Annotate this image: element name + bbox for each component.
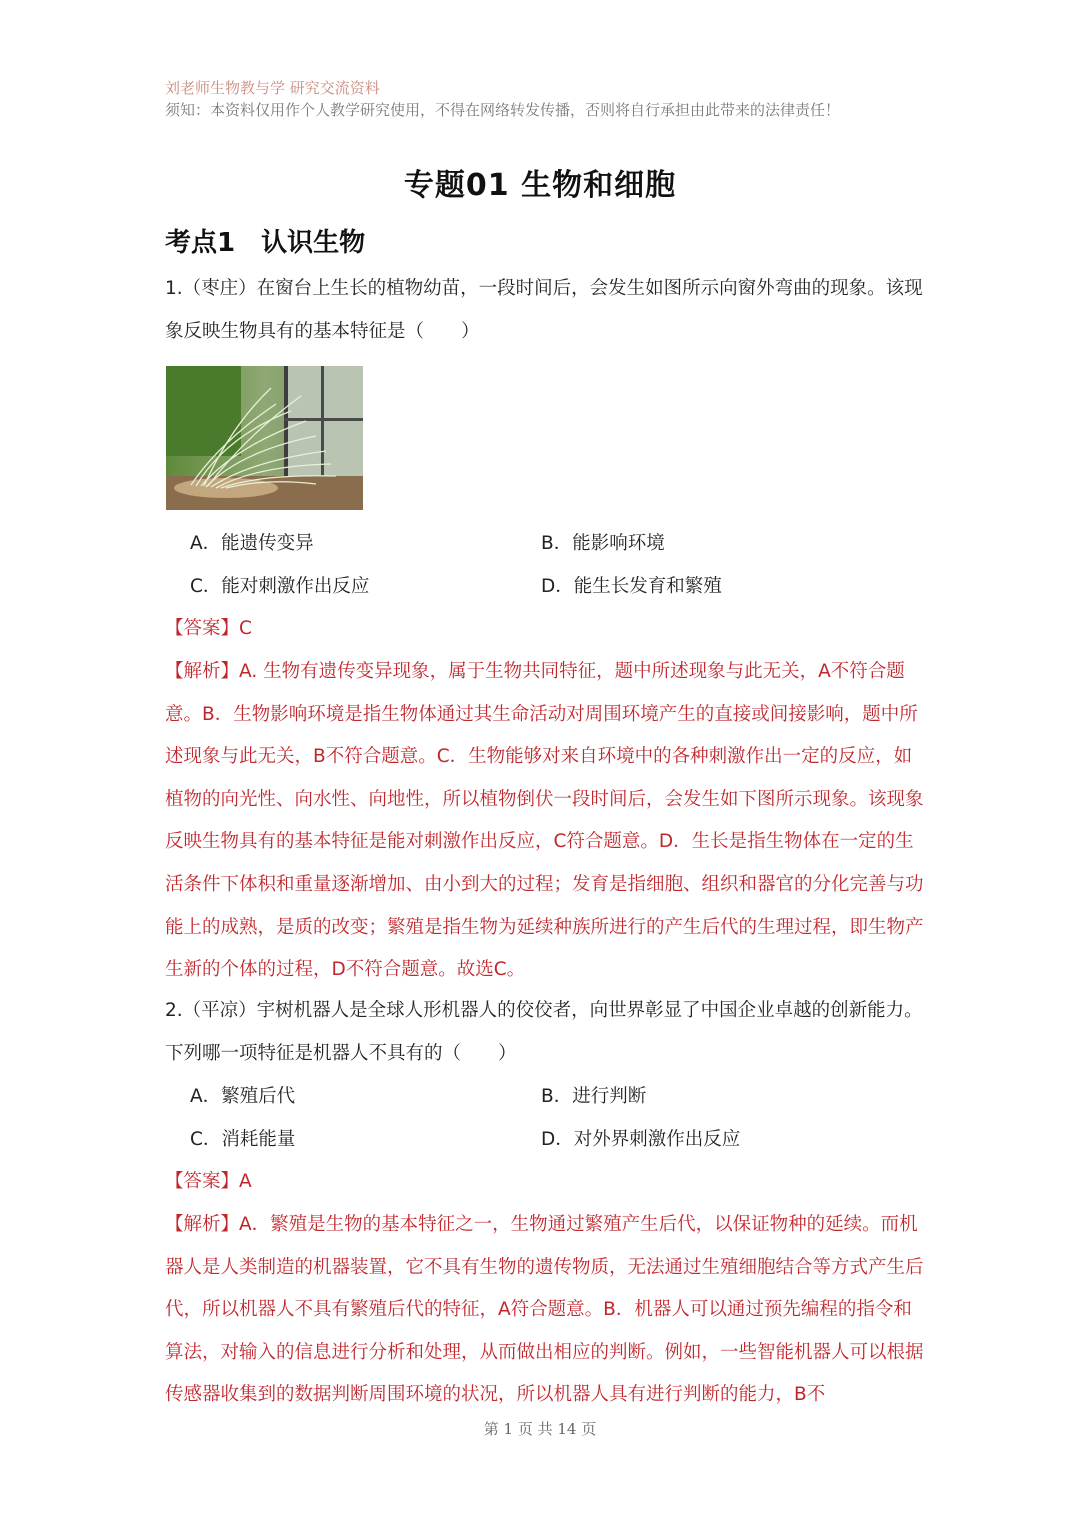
option-b: B．进行判断 — [541, 1086, 647, 1107]
question-2-stem: 2.（平凉）宇树机器人是全球人形机器人的佼佼者，向世界彰显了中国企业卓越的创新能力。下列哪一项特征是机器人不具有的（ ） — [165, 1000, 923, 1064]
question-1-stem: 1.（枣庄）在窗台上生长的植物幼苗，一段时间后，会发生如图所示向窗外弯曲的现象。该现象反映生物具有的基本特征是（ ） — [165, 278, 923, 342]
seedlings-photo — [166, 366, 363, 510]
section-heading: 考点1 认识生物 — [165, 228, 366, 258]
option-c: C．能对刺激作出反应 — [190, 575, 370, 597]
copyright-notice: 须知：本资料仅用作个人教学研究使用，不得在网络转发传播，否则将自行承担由此带来的法律责任！ — [165, 101, 841, 119]
brand-line: 刘老师生物教与学 研究交流资料 — [165, 79, 380, 97]
page-number-footer: 第 1 页 共 14 页 — [483, 1420, 597, 1438]
option-d: D．对外界刺激作出反应 — [541, 1128, 741, 1150]
option-c: C．消耗能量 — [190, 1128, 296, 1150]
option-a: A．能遗传变异 — [190, 533, 314, 554]
option-b: B．能影响环境 — [541, 533, 665, 554]
question-2-analysis: 【解析】A．繁殖是生物的基本特征之一，生物通过繁殖产生后代，以保证物种的延续。而机器人是人类制造的机器装置，它不具有生物的遗传物质，无法通过生殖细胞结合等方式产生后代，所以机器人不具有繁殖后代的特征，A符合题意。B．机器人可以通过预先编程的指令和算法，对输入的信息进行分析和处理，从而做出相应的判断。例如，一些智能机器人可以根据传感器收集到的数据判断周围环境的状况，所以机器人具有进行判断的能力，B不 — [165, 1214, 924, 1406]
question-1-options — [190, 523, 930, 608]
document-title: 专题01 生物和细胞 — [403, 168, 677, 203]
question-2-options — [190, 1076, 930, 1161]
option-d: D．能生长发育和繁殖 — [541, 575, 722, 597]
option-a: A．繁殖后代 — [190, 1086, 296, 1107]
question-2-answer: 【答案】A — [165, 1171, 252, 1192]
question-1-analysis: 【解析】A. 生物有遗传变异现象，属于生物共同特征，题中所述现象与此无关，A不符合题意。B．生物影响环境是指生物体通过其生命活动对周围环境产生的直接或间接影响，题中所述现象与此无关，B不符合题意。C．生物能够对来自环境中的各种刺激作出一定的反应，如植物的向光性、向水性、向地性，所以植物倒伏一段时间后，会发生如下图所示现象。该现象反映生物具有的基本特征是能对刺激作出反应，C符合题意。D．生长是指生物体在一定的生活条件下体积和重量逐渐增加、由小到大的过程；发育是指细胞、组织和器官的分化完善与功能上的成熟，是质的改变；繁殖是指生物为延续种族所进行的产生后代的生理过程，即生物产生新的个体的过程，D不符合题意。故选C。 — [165, 661, 924, 981]
question-1-answer: 【答案】C — [165, 618, 252, 639]
page-header — [165, 77, 840, 121]
